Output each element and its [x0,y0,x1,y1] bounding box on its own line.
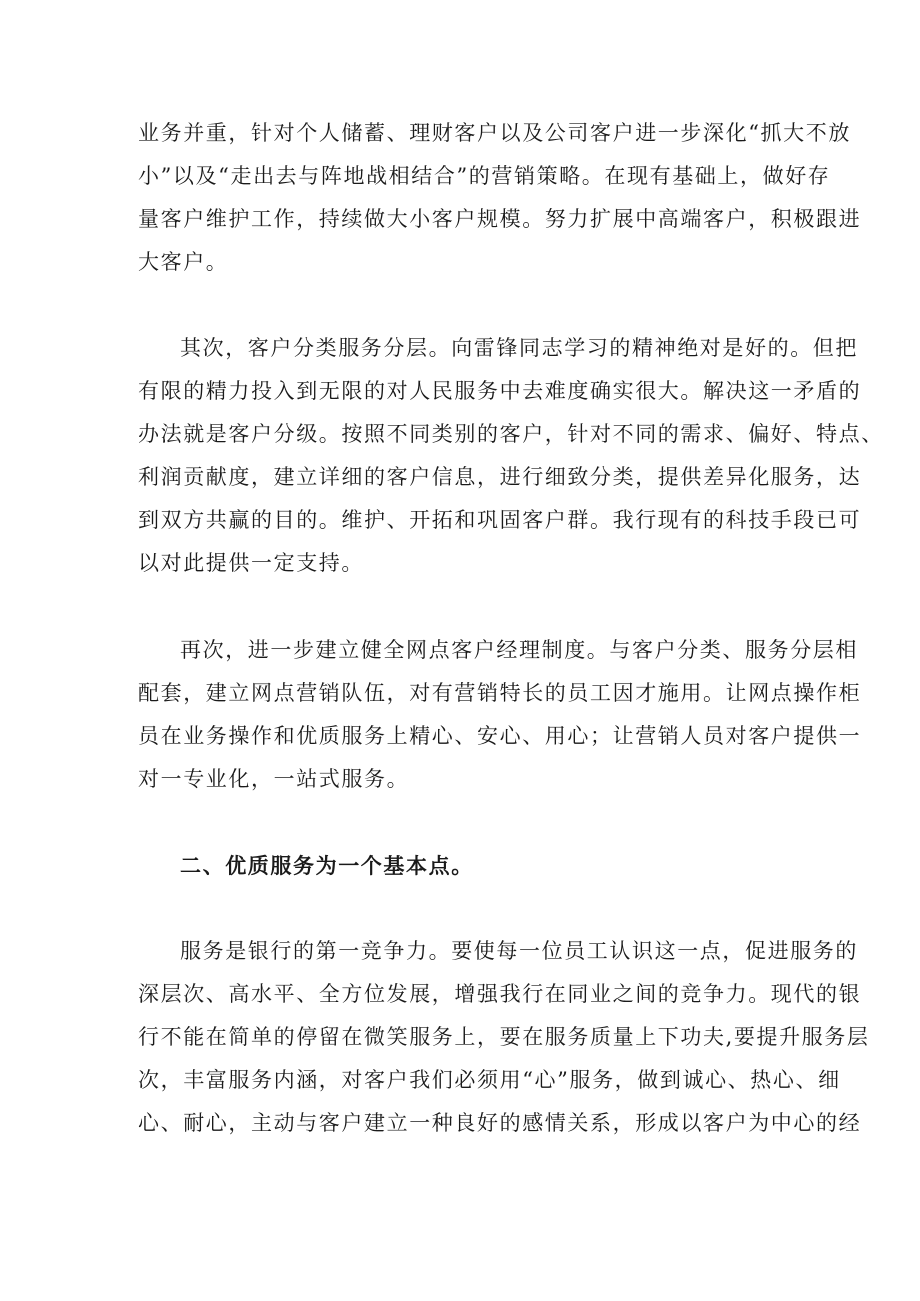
section-heading: 二、优质服务为一个基本点。 [180,853,474,878]
paragraph-1-line-1: 业务并重，针对个人储蓄、理财客户以及公司客户进一步深化“抓大不放 [138,121,851,145]
paragraph-5-line-5: 心、耐心，主动与客户建立一种良好的感情关系，形成以客户为中心的经 [138,1111,862,1135]
paragraph-2-line-6: 以对此提供一定支持。 [138,551,364,575]
paragraph-1-line-2: 小”以及“走出去与阵地战相结合”的营销策略。在现有基础上，做好存 [138,164,831,188]
paragraph-5-line-2: 深层次、高水平、全方位发展，增强我行在同业之间的竞争力。现代的银 [138,982,862,1006]
paragraph-3-line-1: 再次，进一步建立健全网点客户经理制度。与客户分类、服务分层相 [180,638,858,662]
paragraph-3-line-2: 配套，建立网点营销队伍，对有营销特长的员工因才施用。让网点操作柜 [138,681,862,705]
paragraph-3-line-4: 对一专业化，一站式服务。 [138,767,410,791]
paragraph-2-line-3: 办法就是客户分级。按照不同类别的客户，针对不同的需求、偏好、特点、 [138,422,884,446]
paragraph-5-line-1: 服务是银行的第一竞争力。要使每一位员工认识这一点，促进服务的 [180,939,858,963]
paragraph-2-line-1: 其次，客户分类服务分层。向雷锋同志学习的精神绝对是好的。但把 [180,336,858,360]
paragraph-5-line-4: 次，丰富服务内涵，对客户我们必须用“心”服务，做到诚心、热心、细 [138,1068,841,1092]
paragraph-3-line-3: 员在业务操作和优质服务上精心、安心、用心；让营销人员对客户提供一 [138,724,862,748]
paragraph-2-line-2: 有限的精力投入到无限的对人民服务中去难度确实很大。解决这一矛盾的 [138,379,862,403]
paragraph-1-line-3: 量客户维护工作，持续做大小客户规模。努力扩展中高端客户，积极跟进 [138,207,862,231]
paragraph-2-line-5: 到双方共赢的目的。维护、开拓和巩固客户群。我行现有的科技手段已可 [138,508,862,532]
paragraph-2-line-4: 利润贡献度，建立详细的客户信息，进行细致分类，提供差异化服务，达 [138,465,862,489]
paragraph-1-line-4: 大客户。 [138,250,229,274]
paragraph-5-line-3: 行不能在简单的停留在微笑服务上，要在服务质量上下功夫,要提升服务层 [138,1025,870,1049]
